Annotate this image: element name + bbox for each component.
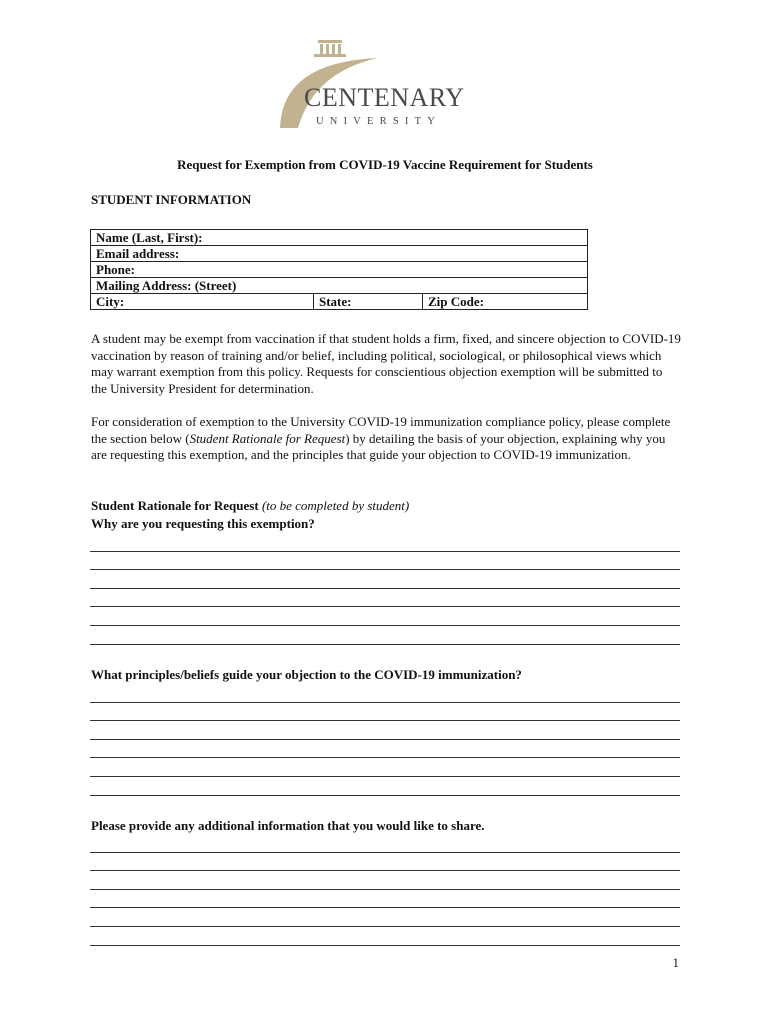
answer-line[interactable] (90, 908, 680, 927)
phone-field[interactable]: Phone: (91, 262, 588, 278)
answer-line[interactable] (90, 684, 680, 703)
rationale-note: (to be completed by student) (261, 498, 410, 513)
answer-line[interactable] (90, 589, 680, 608)
answer-lines-question-2[interactable] (90, 684, 680, 796)
answer-lines-question-1[interactable] (90, 533, 680, 645)
answer-line[interactable] (90, 607, 680, 626)
logo-graphic (268, 36, 468, 132)
zip-code-field[interactable]: Zip Code: (423, 294, 588, 310)
consideration-text-start: For consideration of exemption to the University COVID-19 immunization compliance policy, please complete the section below ( (91, 414, 671, 446)
answer-line[interactable] (90, 740, 680, 759)
rationale-section-header (91, 497, 409, 533)
student-information-table (90, 229, 588, 310)
answer-line[interactable] (90, 570, 680, 589)
answer-line[interactable] (90, 533, 680, 552)
consideration-text-end: ) by detailing the basis of your objection, explaining why you are requesting this exemption, and the principles that guide your objection to COVID-19 immunization. (91, 430, 666, 462)
answer-line[interactable] (90, 703, 680, 722)
mailing-address-field[interactable]: Mailing Address: (Street) (91, 278, 588, 294)
state-field[interactable]: State: (314, 294, 423, 310)
answer-line[interactable] (90, 927, 680, 946)
exemption-policy-paragraph: A student may be exempt from vaccination if that student holds a firm, fixed, and sincere objection to COVID-19 vaccination by reason of training and/or belief, including political, sociological, or philosophical views which may warrant exemption from this policy. Requests for conscientious objection exemption will be submitted to the University President for determination. (91, 331, 681, 396)
question-3: Please provide any additional information that you would like to share. (91, 818, 485, 833)
answer-line[interactable] (90, 626, 680, 645)
consideration-paragraph (91, 414, 681, 464)
email-field[interactable]: Email address: (91, 246, 588, 262)
rationale-heading: Student Rationale for Request (91, 498, 259, 513)
answer-line[interactable] (90, 552, 680, 571)
centenary-university-logo (268, 36, 468, 132)
student-information-heading: STUDENT INFORMATION (91, 192, 252, 207)
answer-line[interactable] (90, 777, 680, 796)
logo-wordmark: CENTENARY (304, 83, 465, 112)
city-field[interactable]: City: (91, 294, 314, 310)
logo-subtitle: UNIVERSITY (316, 116, 441, 127)
answer-line[interactable] (90, 721, 680, 740)
rationale-heading-line (91, 497, 409, 515)
answer-line[interactable] (90, 834, 680, 853)
name-field[interactable]: Name (Last, First): (91, 230, 588, 246)
answer-line[interactable] (90, 890, 680, 909)
answer-lines-question-3[interactable] (90, 834, 680, 946)
answer-line[interactable] (90, 871, 680, 890)
page-number: 1 (672, 955, 679, 970)
answer-line[interactable] (90, 853, 680, 872)
document-title: Request for Exemption from COVID-19 Vaccine Requirement for Students (177, 157, 593, 172)
consideration-text-italic: Student Rationale for Request (189, 430, 346, 446)
question-1: Why are you requesting this exemption? (91, 516, 315, 531)
question-2: What principles/beliefs guide your objection to the COVID-19 immunization? (91, 667, 522, 682)
answer-line[interactable] (90, 758, 680, 777)
